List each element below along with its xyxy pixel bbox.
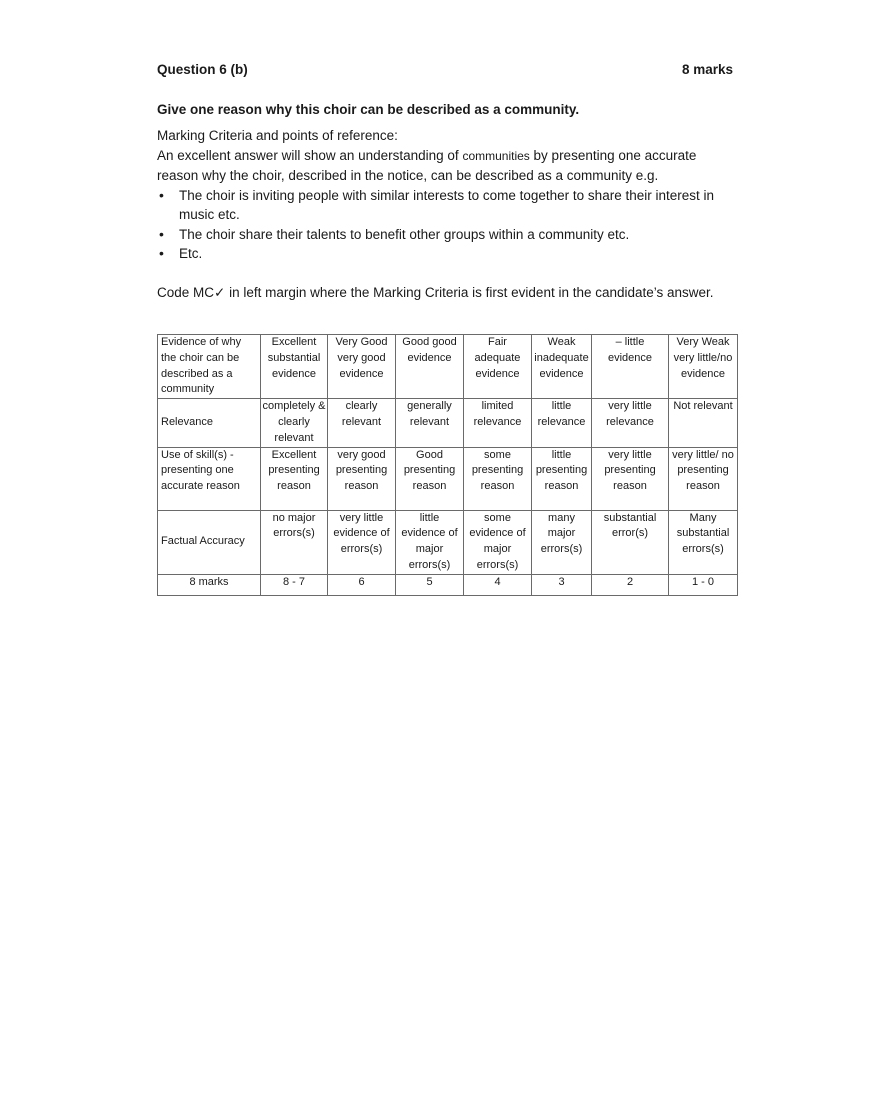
table-cell: Excellent presenting reason: [261, 447, 328, 510]
intro-small-word: communities: [462, 148, 530, 163]
table-cell: no major errors(s): [261, 510, 328, 574]
row-label-evidence: Evidence of why the choir can be described as a community: [158, 335, 261, 399]
table-cell: little relevance: [532, 399, 592, 447]
table-cell: limited relevance: [464, 399, 532, 447]
table-cell: little presenting reason: [532, 447, 592, 510]
code-instruction: Code MC✓ in left margin where the Marking Criteria is first evident in the candidate’s answer.: [157, 284, 714, 300]
table-cell: little evidence of major errors(s): [396, 510, 464, 574]
marking-grid-table: [157, 334, 738, 596]
criteria-intro: [157, 146, 737, 186]
row-label-factual-accuracy: Factual Accuracy: [158, 510, 261, 574]
question-header: [157, 60, 737, 80]
list-item: • Etc.: [157, 244, 737, 264]
criteria-heading: Marking Criteria and points of reference:: [157, 128, 398, 143]
table-cell: many major errors(s): [532, 510, 592, 574]
table-cell: Very Weak very little/no evidence: [669, 335, 738, 399]
table-cell: 8 - 7: [261, 574, 328, 595]
reference-points-list: [157, 186, 737, 264]
row-label-relevance: Relevance: [158, 399, 261, 447]
table-row: [158, 447, 738, 510]
intro-part-1: An excellent answer will show an understanding of: [157, 147, 463, 163]
table-row: [158, 399, 738, 447]
table-cell: Excellent substantial evidence: [261, 335, 328, 399]
table-cell: Not relevant: [669, 399, 738, 447]
table-row: [158, 574, 738, 595]
table-cell: very little/ no presenting reason: [669, 447, 738, 510]
table-cell: Good presenting reason: [396, 447, 464, 510]
row-label-marks: 8 marks: [158, 574, 261, 595]
table-cell: completely & clearly relevant: [261, 399, 328, 447]
row-label-use-of-skills: Use of skill(s) - presenting one accurate reason: [158, 447, 261, 510]
table-cell: Weak inadequate evidence: [532, 335, 592, 399]
list-item: • The choir is inviting people with similar interests to come together to share their interest in music etc.: [157, 186, 737, 225]
table-cell: some evidence of major errors(s): [464, 510, 532, 574]
question-title: Give one reason why this choir can be described as a community.: [157, 102, 580, 117]
intro-part-2: by presenting one accurate reason why the choir, described in the notice, can be described as a community e.g.: [157, 147, 697, 183]
question-label: Question 6 (b): [157, 62, 248, 77]
table-cell: generally relevant: [396, 399, 464, 447]
table-cell: very little relevance: [592, 399, 669, 447]
table-cell: 1 - 0: [669, 574, 738, 595]
table-cell: very good presenting reason: [328, 447, 396, 510]
question-marks: 8 marks: [681, 62, 733, 77]
list-item: • The choir share their talents to benefit other groups within a community etc.: [157, 225, 737, 245]
table-cell: substantial error(s): [592, 510, 669, 574]
table-row: [158, 510, 738, 574]
table-cell: very little evidence of errors(s): [328, 510, 396, 574]
table-row: [158, 335, 738, 399]
document-page: [157, 60, 737, 302]
table-cell: 6: [328, 574, 396, 595]
table-cell: clearly relevant: [328, 399, 396, 447]
table-cell: Very Good very good evidence: [328, 335, 396, 399]
table-cell: very little presenting reason: [592, 447, 669, 510]
table-cell: – little evidence: [592, 335, 669, 399]
table-cell: 2: [592, 574, 669, 595]
table-cell: Many substantial errors(s): [669, 510, 738, 574]
table-cell: 4: [464, 574, 532, 595]
table-cell: 5: [396, 574, 464, 595]
table-cell: 3: [532, 574, 592, 595]
table-cell: Fair adequate evidence: [464, 335, 532, 399]
table-cell: some presenting reason: [464, 447, 532, 510]
table-cell: Good good evidence: [396, 335, 464, 399]
